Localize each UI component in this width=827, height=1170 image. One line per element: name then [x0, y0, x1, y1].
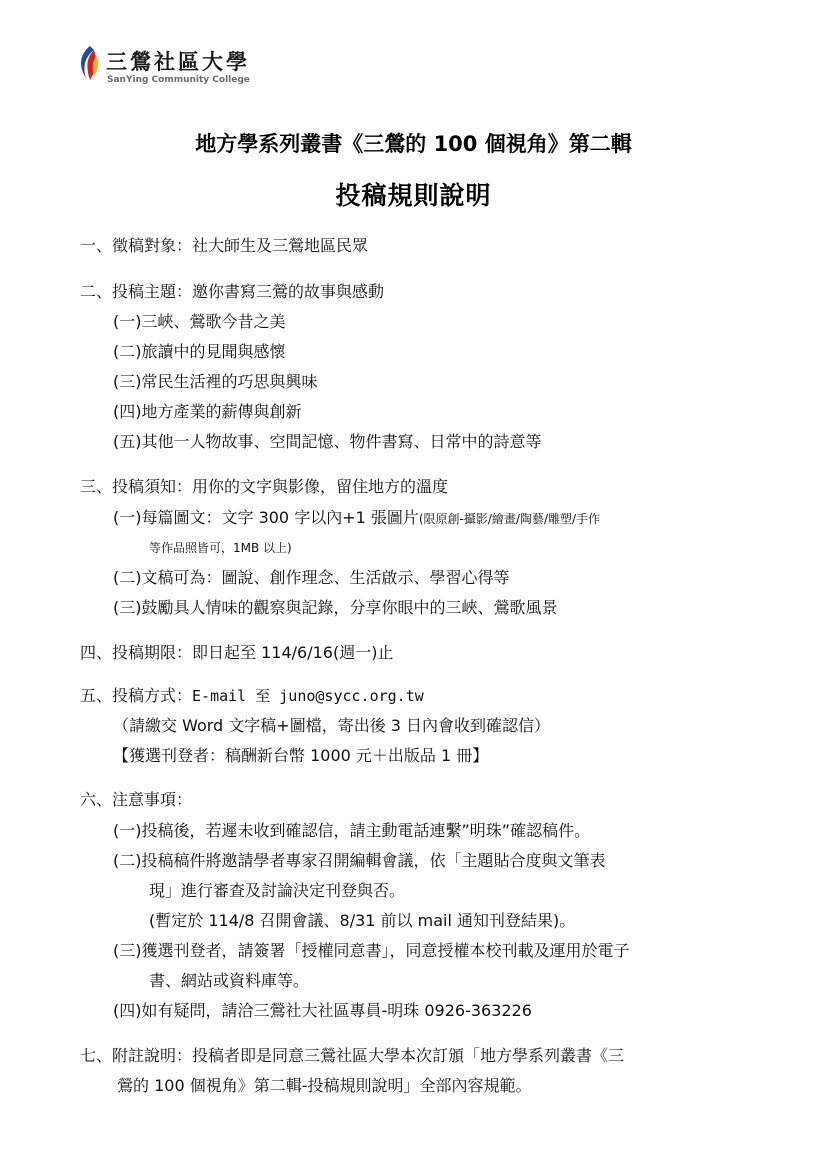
section-2-item: (一)三峽、鶯歌今昔之美 [113, 312, 286, 331]
section-3-heading: 三、投稿須知：用你的文字與影像，留住地方的溫度 [80, 477, 449, 496]
logo-name-zh: 三鶯社區大學 [106, 49, 250, 74]
section-1: 一、徵稿對象：社大師生及三鶯地區民眾 [80, 236, 369, 255]
section-7-line-2: 鶯的 100 個視角》第二輯-投稿規則說明」全部內容規範。 [117, 1076, 532, 1095]
section-5-prefix: 五、投稿方式： [80, 686, 193, 705]
section-2-item: (二)旅讀中的見聞與感懷 [113, 342, 286, 361]
section-6-item-3-cont: 書、網站或資料庫等。 [149, 971, 310, 990]
section-4: 四、投稿期限：即日起至 114/6/16(週一)止 [80, 643, 394, 662]
section-2-item: (五)其他一人物故事、空間記憶、物件書寫、日常中的詩意等 [113, 432, 542, 451]
section-5-submission-note: （請繳交 Word 文字稿+圖檔，寄出後 3 日內會收到確認信） [113, 716, 551, 735]
section-3-item-2: (二)文稿可為：圖說、創作理念、生活啟示、學習心得等 [113, 568, 510, 587]
section-6-item-2-schedule: (暫定於 114/8 召開會議、8/31 前以 mail 通知刊登結果)。 [149, 911, 576, 930]
logo-name-en: SanYing Community College [107, 75, 250, 85]
page-title: 地方學系列叢書《三鶯的 100 個視角》第二輯 [195, 132, 632, 156]
section-6-item-2: (二)投稿稿件將邀請學者專家召開編輯會議，依「主題貼合度與文筆表 [113, 851, 606, 870]
section-3-item-3: (三)鼓勵具人情味的觀察與記錄，分享你眼中的三峽、鶯歌風景 [113, 598, 558, 617]
section-6-item-1: (一)投稿後，若遲未收到確認信，請主動電話連繫”明珠”確認稿件。 [113, 821, 591, 840]
section-6-item-4: (四)如有疑問，請洽三鶯社大社區專員-明珠 0926-363226 [113, 1001, 532, 1020]
email-label: E-mail 至 [192, 687, 280, 705]
section-3-item-1-note: (限原創-攝影/繪畫/陶藝/雕塑/手作 [418, 512, 601, 526]
page-subtitle: 投稿規則說明 [335, 181, 492, 210]
section-3-item-1-note-cont: 等作品照皆可，1MB 以上) [149, 541, 292, 555]
section-6-item-2-cont: 現」進行審查及討論決定刊登與否。 [149, 881, 406, 900]
section-2-heading: 二、投稿主題：邀你書寫三鶯的故事與感動 [80, 282, 385, 301]
section-6-item-3: (三)獲選刊登者，請簽署「授權同意書」，同意授權本校刊載及運用於電子 [113, 941, 630, 960]
section-5-heading [80, 686, 424, 706]
section-3-item-1 [113, 508, 600, 529]
logo-flame-icon [76, 44, 102, 84]
logo [76, 44, 276, 94]
section-3-item-1-main: (一)每篇圖文：文字 300 字以內+1 張圖片 [113, 508, 419, 527]
section-7-line-1: 七、附註說明：投稿者即是同意三鶯社區大學本次訂頒「地方學系列叢書《三 [80, 1046, 625, 1065]
email-link[interactable]: juno@sycc.org.tw [279, 687, 424, 705]
section-2-item: (四)地方產業的薪傳與創新 [113, 402, 302, 421]
section-6-heading: 六、注意事項： [80, 790, 193, 809]
section-2-item: (三)常民生活裡的巧思與興味 [113, 372, 318, 391]
section-5-reward: 【獲選刊登者：稿酬新台幣 1000 元＋出版品 1 冊】 [113, 746, 489, 765]
